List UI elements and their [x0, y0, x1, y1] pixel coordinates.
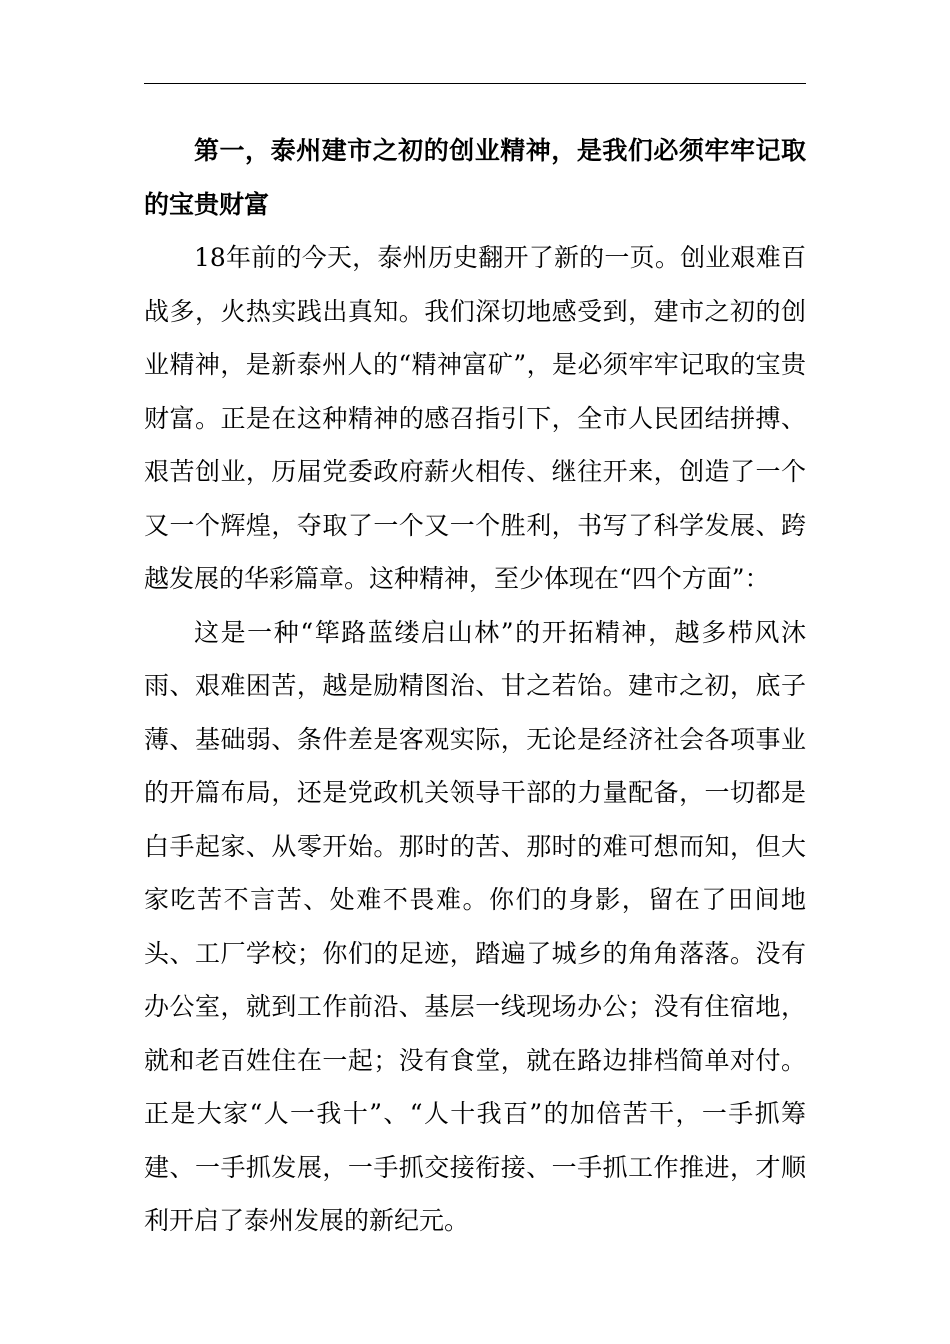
document-body	[144, 124, 806, 1248]
header-rule	[144, 83, 806, 84]
body-paragraph-1: 18年前的今天，泰州历史翻开了新的一页。创业艰难百战多，火热实践出真知。我们深切地感受到，建市之初的创业精神，是新泰州人的“精神富矿”，是必须牢牢记取的宝贵财富。正是在这种精神的感召指引下，全市人民团结拼搏、艰苦创业，历届党委政府薪火相传、继往开来，创造了一个又一个辉煌，夺取了一个又一个胜利，书写了科学发展、跨越发展的华彩篇章。这种精神，至少体现在“四个方面”：	[144, 243, 806, 593]
body-paragraph-2: 这是一种“筚路蓝缕启山林”的开拓精神，越多栉风沐雨、艰难困苦，越是励精图治、甘之若饴。建市之初，底子薄、基础弱、条件差是客观实际，无论是经济社会各项事业的开篇布局，还是党政机关领导干部的力量配备，一切都是白手起家、从零开始。那时的苦、那时的难可想而知，但大家吃苦不言苦、处难不畏难。你们的身影，留在了田间地头、工厂学校；你们的足迹，踏遍了城乡的角角落落。没有办公室，就到工作前沿、基层一线现场办公；没有住宿地，就和老百姓住在一起；没有食堂，就在路边排档简单对付。正是大家“人一我十”、“人十我百”的加倍苦干，一手抓筹建、一手抓发展，一手抓交接衔接、一手抓工作推进，才顺利开启了泰州发展的新纪元。	[144, 617, 806, 1235]
section-heading: 第一，泰州建市之初的创业精神，是我们必须牢牢记取的宝贵财富	[144, 136, 806, 219]
